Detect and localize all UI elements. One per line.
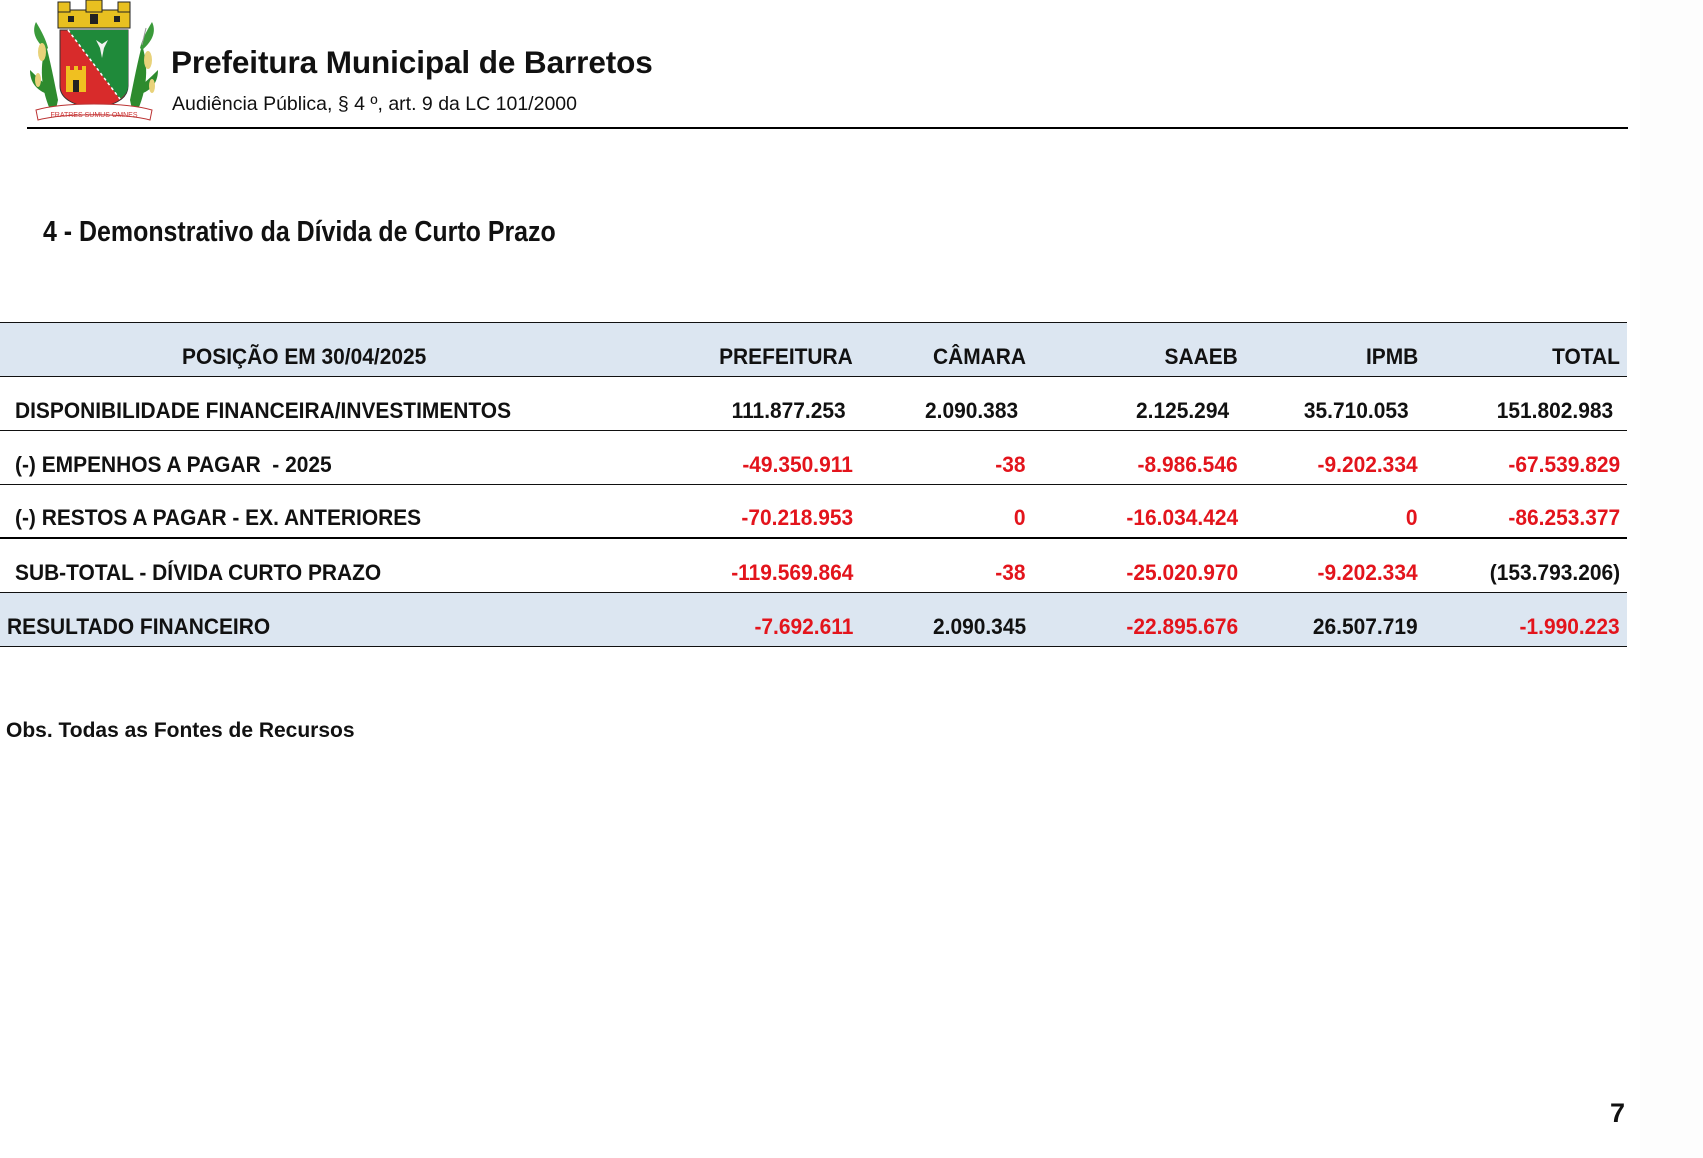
motto-ribbon — [36, 104, 152, 120]
cell-ipmb: -9.202.334 — [1317, 560, 1418, 585]
header-divider — [27, 127, 1628, 129]
column-header-position: POSIÇÃO EM 30/04/2025 — [182, 344, 427, 369]
column-header-camara: CÂMARA — [933, 344, 1026, 369]
page-number: 7 — [1610, 1098, 1626, 1128]
column-header-ipmb: IPMB — [1365, 344, 1418, 369]
footnote: Obs. Todas as Fontes de Recursos — [6, 719, 355, 742]
cell-ipmb: -9.202.334 — [1317, 452, 1418, 477]
table-row-result — [0, 593, 1627, 647]
cell-saaeb: -25.020.970 — [1126, 560, 1238, 585]
page-margin — [1640, 0, 1703, 1158]
cell-prefeitura: -70.218.953 — [741, 505, 853, 530]
column-header-saaeb: SAAEB — [1164, 344, 1238, 369]
cell-total: -67.539.829 — [1508, 452, 1620, 477]
table-row-subtotal — [0, 539, 1627, 593]
organization-subtitle: Audiência Pública, § 4 º, art. 9 da LC 101/2000 — [172, 93, 577, 115]
cell-camara: 2.090.345 — [932, 614, 1026, 639]
cell-ipmb: 0 — [1406, 505, 1418, 530]
corn-right-icon — [130, 22, 158, 118]
cell-total: (153.793.206) — [1489, 560, 1620, 585]
cell-prefeitura: -49.350.911 — [742, 452, 853, 477]
cell-ipmb: 26.507.719 — [1313, 614, 1418, 639]
table-header-row — [0, 322, 1627, 377]
cell-total: -1.990.223 — [1519, 614, 1620, 639]
cell-prefeitura: -7.692.611 — [754, 614, 853, 639]
cell-total: 151.802.983 — [1496, 398, 1613, 423]
cell-saaeb: -22.895.676 — [1126, 614, 1238, 639]
cell-ipmb: 35.710.053 — [1304, 398, 1409, 423]
cell-prefeitura: 111.877.253 — [731, 398, 846, 423]
cell-camara: -38 — [995, 560, 1026, 585]
cell-camara: 0 — [1014, 505, 1026, 530]
svg-text:FRATRES SUMUS OMNES: FRATRES SUMUS OMNES — [50, 112, 138, 119]
organization-title: Prefeitura Municipal de Barretos — [171, 44, 653, 80]
cell-camara: -38 — [995, 452, 1026, 477]
table-row — [0, 485, 1627, 539]
row-label: DISPONIBILIDADE FINANCEIRA/INVESTIMENTOS — [15, 398, 512, 423]
coat-of-arms-logo — [24, 0, 164, 128]
row-label: RESULTADO FINANCEIRO — [7, 614, 271, 639]
section-title: 4 - Demonstrativo da Dívida de Curto Prazo — [43, 216, 556, 248]
table-row — [0, 377, 1627, 431]
crown-icon — [58, 0, 130, 28]
column-header-prefeitura: PREFEITURA — [719, 344, 853, 369]
column-header-total: TOTAL — [1552, 344, 1620, 369]
row-label: (-) EMPENHOS A PAGAR - 2025 — [15, 452, 332, 477]
cell-prefeitura: -119.569.864 — [730, 560, 853, 585]
cell-total: -86.253.377 — [1508, 505, 1620, 530]
short-term-debt-table — [0, 322, 1627, 647]
table-row — [0, 431, 1627, 485]
cell-saaeb: 2.125.294 — [1135, 398, 1229, 423]
shield-icon — [60, 30, 128, 108]
cell-saaeb: -16.034.424 — [1126, 505, 1238, 530]
cell-camara: 2.090.383 — [924, 398, 1018, 423]
cell-saaeb: -8.986.546 — [1137, 452, 1238, 477]
corn-left-icon — [30, 22, 58, 118]
row-label: (-) RESTOS A PAGAR - EX. ANTERIORES — [15, 505, 422, 530]
row-label: SUB-TOTAL - DÍVIDA CURTO PRAZO — [15, 560, 382, 585]
